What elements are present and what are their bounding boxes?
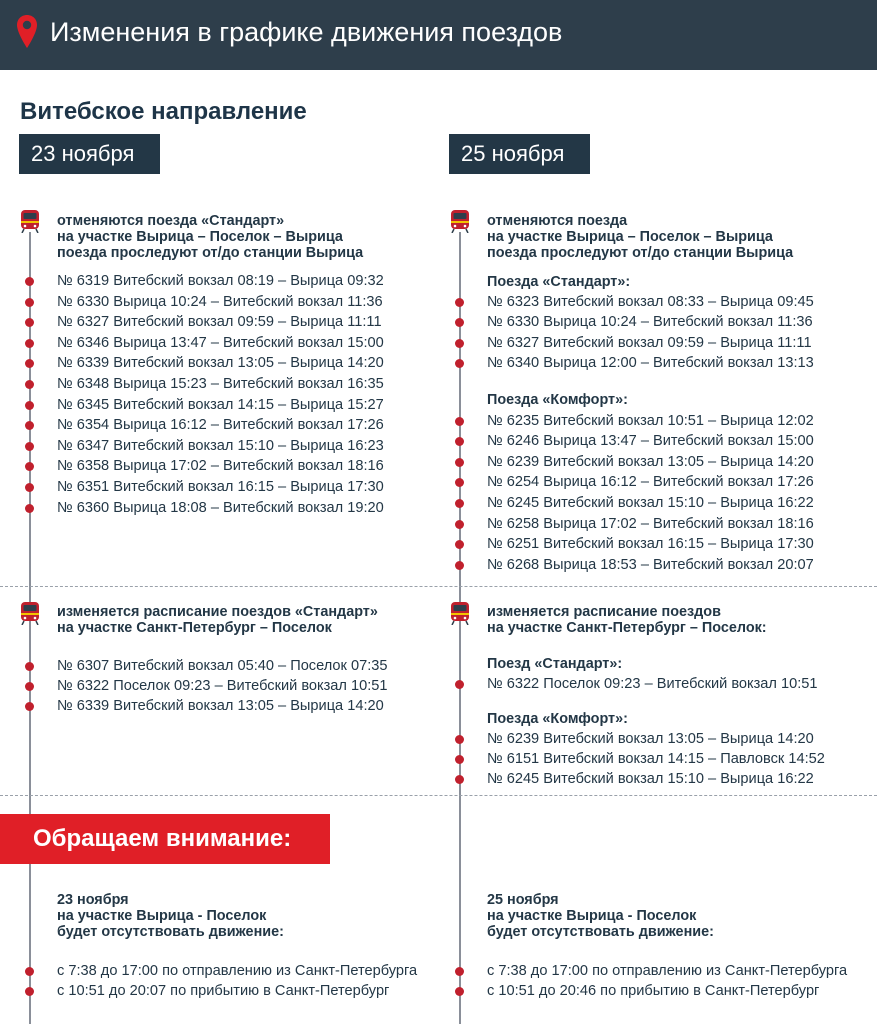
- train-item: № 6322 Поселок 09:23 – Витебский вокзал 10:51: [57, 678, 388, 694]
- timeline-dot: [455, 680, 464, 689]
- notice-heading: 23 ноября: [57, 892, 129, 908]
- header-bar: [0, 0, 877, 70]
- train-item: № 6358 Вырица 17:02 – Витебский вокзал 18:16: [57, 458, 384, 474]
- train-item: № 6347 Витебский вокзал 15:10 – Вырица 16:23: [57, 438, 384, 454]
- block-heading: отменяются поезда «Стандарт»: [57, 213, 285, 229]
- train-item: № 6239 Витебский вокзал 13:05 – Вырица 14:20: [487, 731, 814, 747]
- timeline-dot: [455, 478, 464, 487]
- train-item: № 6245 Витебский вокзал 15:10 – Вырица 16:22: [487, 771, 814, 787]
- timeline-dot: [25, 277, 34, 286]
- train-item: № 6346 Вырица 13:47 – Витебский вокзал 15:00: [57, 335, 384, 351]
- timeline-dot: [455, 967, 464, 976]
- train-item: № 6322 Поселок 09:23 – Витебский вокзал 10:51: [487, 676, 818, 692]
- timeline-dot: [25, 359, 34, 368]
- page-title: Изменения в графике движения поездов: [50, 17, 563, 47]
- train-item: № 6307 Витебский вокзал 05:40 – Поселок 07:35: [57, 658, 388, 674]
- train-item: № 6339 Витебский вокзал 13:05 – Вырица 14:20: [57, 355, 384, 371]
- timeline-dot: [455, 318, 464, 327]
- timeline-dot: [25, 380, 34, 389]
- train-item: № 6151 Витебский вокзал 14:15 – Павловск 14:52: [487, 751, 825, 767]
- timeline-dot: [25, 483, 34, 492]
- timeline-dot: [25, 318, 34, 327]
- train-item: № 6348 Вырица 15:23 – Витебский вокзал 16:35: [57, 376, 384, 392]
- train-item: № 6258 Вырица 17:02 – Витебский вокзал 18:16: [487, 516, 814, 532]
- train-item: № 6345 Витебский вокзал 14:15 – Вырица 15:27: [57, 397, 384, 413]
- date-badge-left: 23 ноября: [19, 134, 160, 174]
- timeline-dot: [25, 967, 34, 976]
- timeline-dot: [25, 702, 34, 711]
- timeline-dot: [25, 401, 34, 410]
- timeline-dot: [455, 359, 464, 368]
- notice-heading: 25 ноября: [487, 892, 559, 908]
- train-item: № 6323 Витебский вокзал 08:33 – Вырица 09:45: [487, 294, 814, 310]
- timeline-dot: [455, 775, 464, 784]
- notice-heading: на участке Вырица - Поселок: [487, 908, 697, 924]
- timeline-dot: [25, 987, 34, 996]
- direction-title: Витебское направление: [20, 98, 307, 125]
- train-item: № 6351 Витебский вокзал 16:15 – Вырица 17:30: [57, 479, 384, 495]
- timeline-dot: [455, 520, 464, 529]
- timeline-dot: [455, 987, 464, 996]
- notice-heading: будет отсутствовать движение:: [487, 924, 714, 940]
- attention-banner: Обращаем внимание:: [0, 814, 330, 864]
- notice-line: с 10:51 до 20:46 по прибытию в Санкт-Петербург: [487, 983, 820, 999]
- section-divider: [0, 795, 877, 796]
- block-heading: отменяются поезда: [487, 213, 628, 229]
- train-icon: [19, 209, 41, 233]
- block-heading: на участке Санкт-Петербург – Поселок: [57, 620, 332, 636]
- timeline-dot: [455, 339, 464, 348]
- timeline-dot: [455, 755, 464, 764]
- timeline-dot: [25, 298, 34, 307]
- timeline-line-left: [29, 232, 31, 1024]
- notice-line: с 7:38 до 17:00 по отправлению из Санкт-Петербурга: [57, 963, 418, 979]
- train-item: № 6360 Вырица 18:08 – Витебский вокзал 19:20: [57, 500, 384, 516]
- notice-heading: будет отсутствовать движение:: [57, 924, 284, 940]
- timeline-dot: [25, 462, 34, 471]
- train-item: № 6330 Вырица 10:24 – Витебский вокзал 11:36: [487, 314, 813, 330]
- train-item: № 6319 Витебский вокзал 08:19 – Вырица 09:32: [57, 273, 384, 289]
- block-heading: на участке Санкт-Петербург – Поселок:: [487, 620, 767, 636]
- section-divider: [0, 586, 877, 587]
- train-item: № 6235 Витебский вокзал 10:51 – Вырица 12:02: [487, 413, 814, 429]
- subsection-label: Поезда «Комфорт»:: [487, 711, 628, 727]
- train-item: № 6339 Витебский вокзал 13:05 – Вырица 14:20: [57, 698, 384, 714]
- timeline-dot: [25, 339, 34, 348]
- timeline-dot: [25, 662, 34, 671]
- notice-line: с 7:38 до 17:00 по отправлению из Санкт-Петербурга: [487, 963, 848, 979]
- train-item: № 6340 Вырица 12:00 – Витебский вокзал 13:13: [487, 355, 814, 371]
- block-heading: на участке Вырица – Поселок – Вырица: [487, 229, 773, 245]
- block-heading: на участке Вырица – Поселок – Вырица: [57, 229, 343, 245]
- subsection-label: Поезда «Стандарт»:: [487, 274, 631, 290]
- block-heading: поезда проследуют от/до станции Вырица: [57, 245, 364, 261]
- block-heading: поезда проследуют от/до станции Вырица: [487, 245, 794, 261]
- timeline-dot: [455, 417, 464, 426]
- timeline-dot: [455, 499, 464, 508]
- notice-line: с 10:51 до 20:07 по прибытию в Санкт-Петербург: [57, 983, 390, 999]
- timeline-dot: [25, 504, 34, 513]
- train-item: № 6268 Вырица 18:53 – Витебский вокзал 20:07: [487, 557, 814, 573]
- timeline-dot: [25, 421, 34, 430]
- train-item: № 6354 Вырица 16:12 – Витебский вокзал 17:26: [57, 417, 384, 433]
- train-item: № 6245 Витебский вокзал 15:10 – Вырица 16:22: [487, 495, 814, 511]
- notice-heading: на участке Вырица - Поселок: [57, 908, 267, 924]
- timeline-dot: [25, 682, 34, 691]
- location-pin-icon: [16, 14, 38, 50]
- timeline-line-right: [459, 232, 461, 1024]
- train-item: № 6246 Вырица 13:47 – Витебский вокзал 15:00: [487, 433, 814, 449]
- block-heading: изменяется расписание поездов «Стандарт»: [57, 604, 378, 620]
- train-item: № 6330 Вырица 10:24 – Витебский вокзал 11:36: [57, 294, 383, 310]
- train-icon: [19, 601, 41, 625]
- train-item: № 6254 Вырица 16:12 – Витебский вокзал 17:26: [487, 474, 814, 490]
- timeline-dot: [455, 561, 464, 570]
- timeline-dot: [455, 735, 464, 744]
- train-item: № 6327 Витебский вокзал 09:59 – Вырица 11:11: [57, 314, 382, 330]
- timeline-dot: [25, 442, 34, 451]
- train-item: № 6327 Витебский вокзал 09:59 – Вырица 11:11: [487, 335, 812, 351]
- train-item: № 6251 Витебский вокзал 16:15 – Вырица 17:30: [487, 536, 814, 552]
- train-item: № 6239 Витебский вокзал 13:05 – Вырица 14:20: [487, 454, 814, 470]
- train-icon: [449, 209, 471, 233]
- timeline-dot: [455, 540, 464, 549]
- subsection-label: Поезда «Комфорт»:: [487, 392, 628, 408]
- timeline-dot: [455, 458, 464, 467]
- date-badge-right: 25 ноября: [449, 134, 590, 174]
- train-icon: [449, 601, 471, 625]
- timeline-dot: [455, 298, 464, 307]
- subsection-label: Поезд «Стандарт»:: [487, 656, 623, 672]
- block-heading: изменяется расписание поездов: [487, 604, 721, 620]
- timeline-dot: [455, 437, 464, 446]
